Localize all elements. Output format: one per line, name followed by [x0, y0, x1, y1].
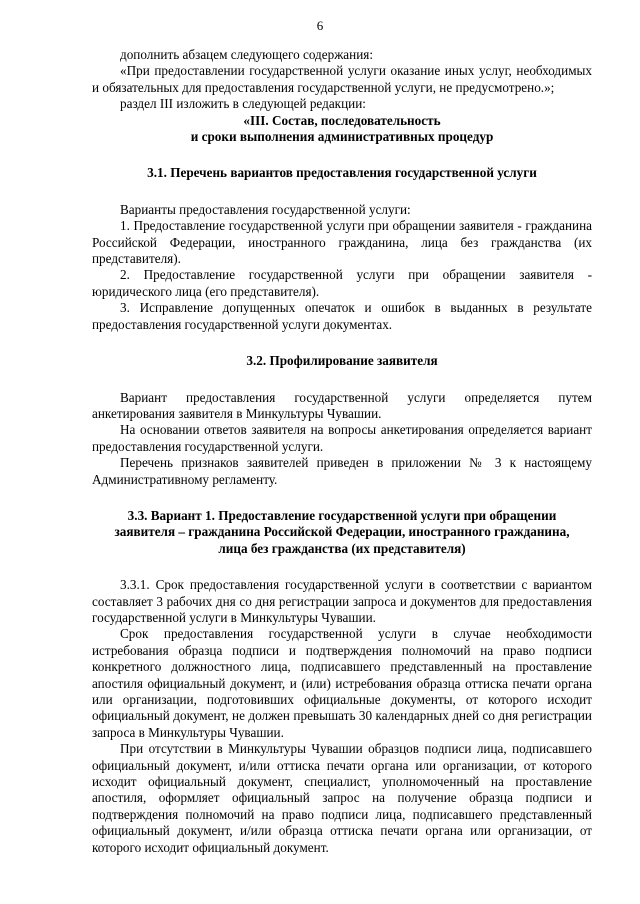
paragraph-6: 2. Предоставление государственной услуги при обращении заявителя - юридического лица (его представителя).: [92, 267, 592, 299]
paragraph-9: На основании ответов заявителя на вопросы анкетирования определяется вариант предоставления государственной услуги.: [92, 422, 592, 454]
heading-line: и сроки выполнения административных процедур: [190, 129, 494, 145]
heading-line: 3.3. Вариант 1. Предоставление государственной услуги при обращении: [127, 507, 557, 523]
paragraph-5: 1. Предоставление государственной услуги при обращении заявителя - гражданина Российской Федерации, иностранного гражданина, лица без гражданства (их представителя).: [92, 218, 592, 267]
section-heading-3: [92, 353, 592, 369]
heading-line: «III. Состав, последовательность: [243, 112, 441, 128]
paragraph-7: 3. Исправление допущенных опечаток и ошибок в выданных в результате предоставления государственной услуги документах.: [92, 300, 592, 332]
paragraph-11: 3.3.1. Срок предоставления государственной услуги в соответствии с вариантом составляет 3 рабочих дня со дня регистрации запроса и документов для предоставления государственной услуги в Минкультуры Чувашии.: [92, 577, 592, 625]
paragraph-10: Перечень признаков заявителей приведен в приложении № 3 к настоящему Административному регламенту.: [92, 455, 592, 487]
heading-line: 3.2. Профилирование заявителя: [246, 353, 438, 369]
paragraph-4: Варианты предоставления государственной услуги:: [120, 201, 411, 217]
page-number: 6: [316, 18, 324, 33]
spacer: [92, 557, 592, 577]
paragraph-8: Вариант предоставления государственной услуги определяется путем анкетирования заявителя в Минкультуры Чувашии.: [92, 389, 592, 421]
spacer: [92, 182, 592, 202]
spacer: [92, 145, 592, 165]
section-heading-2: [92, 165, 592, 181]
paragraph-1: дополнить абзацем следующего содержания:: [120, 47, 374, 62]
heading-line: 3.1. Перечень вариантов предоставления государственной услуги: [147, 165, 537, 181]
document-body: [92, 47, 592, 856]
paragraph-2: «При предоставлении государственной услуги оказание иных услуг, необходимых и обязательных для предоставления государственной услуги, не предусмотрено.»;: [92, 63, 592, 95]
paragraph-3: раздел III изложить в следующей редакции:: [120, 96, 366, 112]
spacer: [92, 370, 592, 390]
paragraph-12: Срок предоставления государственной услуги в случае необходимости истребования образца подписи и подтверждения полномочий на право подписи конкретного должностного лица, подписавшего представленный на проставление апостиля официальный документ, и (или) истребования образца оттиска печати органа или организации, подготовивших официальные документы, от которого исходит официальный документ, не должен превышать 30 календарных дней со дня регистрации запроса в Минкультуры Чувашии.: [92, 626, 592, 740]
section-heading-4: [92, 508, 592, 557]
heading-line: заявителя – гражданина Российской Федерации, иностранного гражданина,: [114, 524, 570, 540]
spacer: [92, 333, 592, 353]
paragraph-13: При отсутствии в Минкультуры Чувашии образцов подписи лица, подписавшего официальный документ, и/или оттиска печати органа или организации, от которого исходит официальный документ, специалист, уполномоченный на проставление апостиля, оформляет официальный запрос на получение образца подписи и подтверждения полномочий на право подписи лица, подписавшего представленный официальный документ, и/или образца оттиска печати органа или организации, от которого исходит официальный документ.: [92, 741, 592, 855]
heading-line: лица без гражданства (их представителя): [218, 540, 466, 556]
section-heading-1: [92, 113, 592, 146]
spacer: [92, 488, 592, 508]
